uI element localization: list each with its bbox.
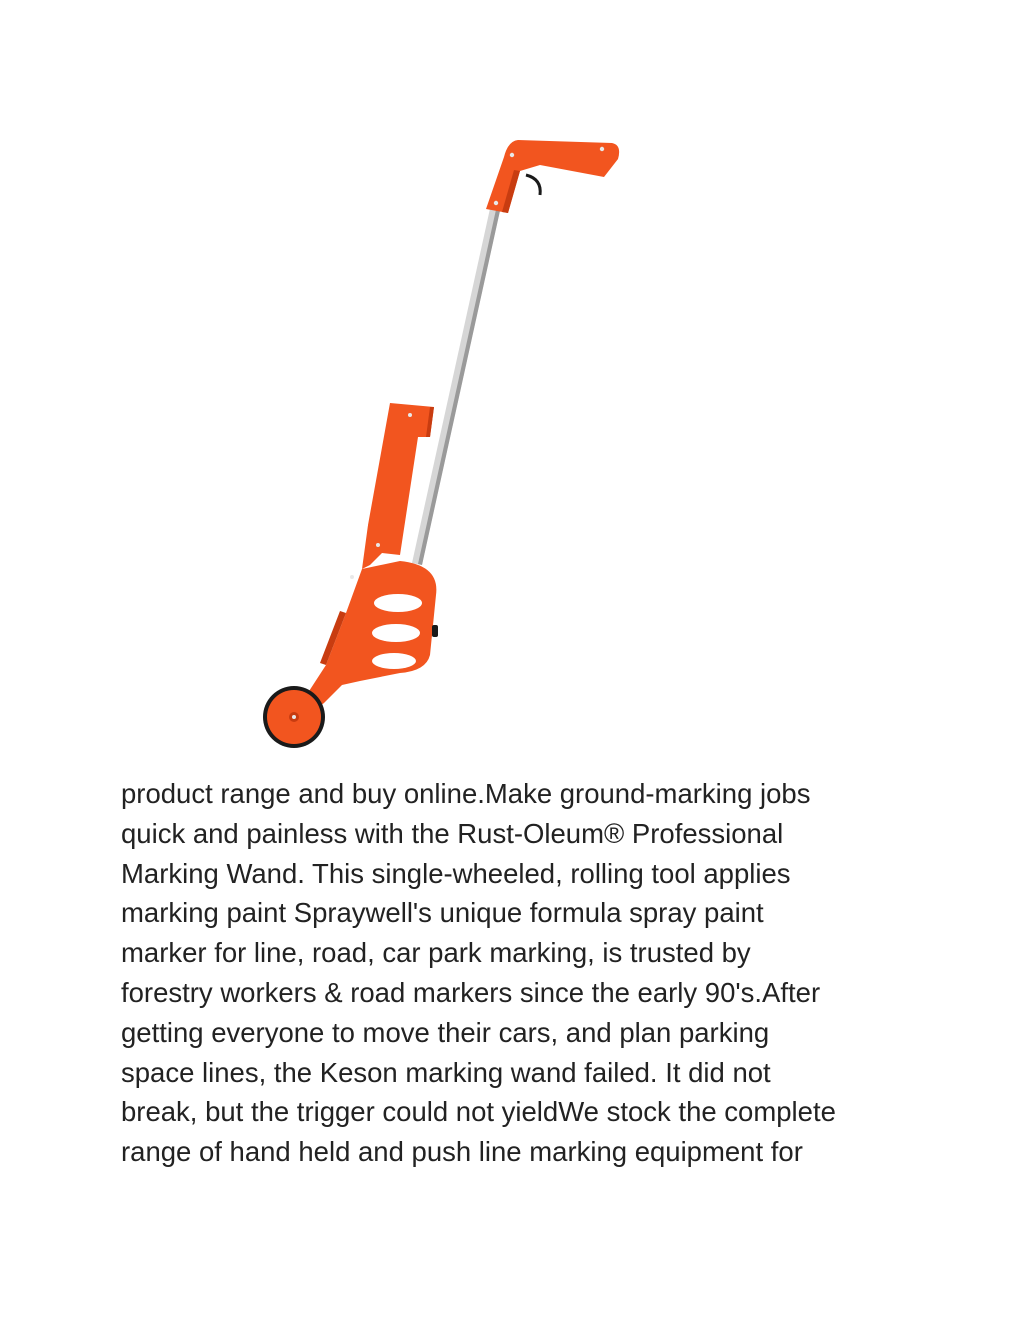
text-line: getting everyone to move their cars, and plan parking [121, 1016, 770, 1048]
wand-shaft [412, 195, 503, 565]
text-line: product range and buy online.Make ground-marking jobs [121, 778, 811, 809]
text-line: space lines, the Keson marking wand failed. It did not [121, 1056, 771, 1088]
text-line: forestry workers & road markers since the early 90's.After [121, 976, 821, 1008]
text-line: marking paint Spraywell's unique formula spray paint [121, 897, 764, 929]
body-paragraph [121, 774, 921, 1172]
wand-wheel [263, 686, 325, 748]
text-line: Marking Wand. This single-wheeled, rolling tool applies [121, 857, 791, 889]
text-line: range of hand held and push line marking equipment for [121, 1136, 803, 1168]
text-line: break, but the trigger could not yieldWe stock the complete [121, 1096, 836, 1128]
text-line: marker for line, road, car park marking, is trusted by [121, 937, 751, 969]
wand-handle [486, 140, 619, 213]
product-image [250, 125, 670, 765]
lower-bracket [300, 561, 438, 715]
text-line: quick and painless with the Rust-Oleum® Professional [121, 817, 784, 849]
